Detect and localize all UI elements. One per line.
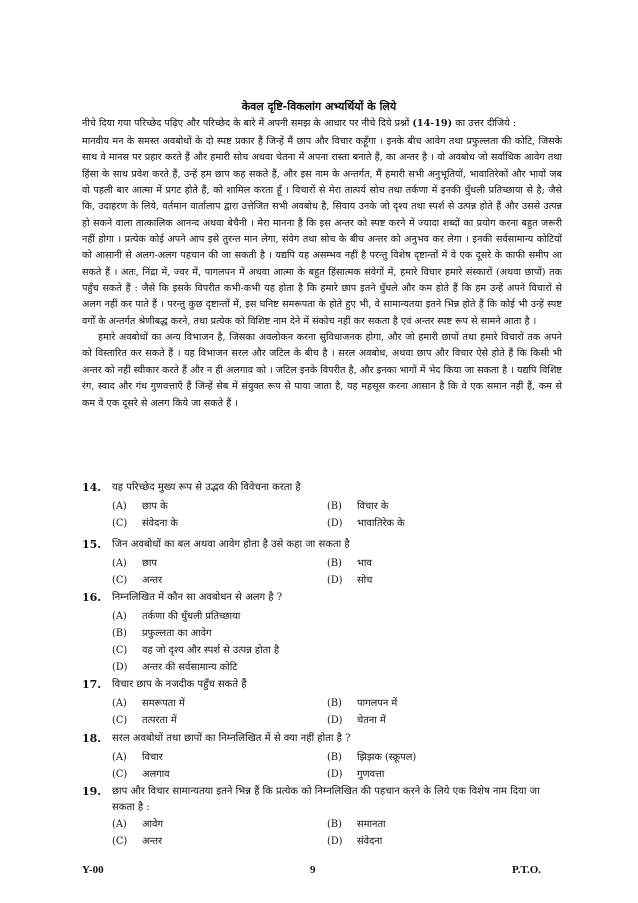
instructions: [82, 117, 562, 131]
option-label: (D): [327, 518, 343, 529]
option-d[interactable]: [327, 767, 384, 783]
q19-option-c[interactable]: [112, 834, 162, 850]
option-label: (C): [112, 715, 128, 726]
question-text: जिन अवबोधों का बल अथवा आवेग होता है उसे कहा जा सकता है: [112, 539, 350, 550]
question-number: 17.: [82, 678, 102, 691]
option-label: (D): [327, 715, 343, 726]
option-label: (D): [327, 836, 343, 847]
option-text: तत्परता में: [142, 715, 177, 726]
option-label: (B): [327, 819, 342, 830]
option-label: (A): [112, 698, 127, 709]
option-b[interactable]: [327, 556, 372, 572]
option-text: समानता: [357, 819, 386, 830]
option-d[interactable]: [327, 713, 386, 729]
option-b[interactable]: [327, 499, 388, 515]
option-text: विचार के: [357, 501, 389, 512]
option-b[interactable]: [327, 750, 416, 766]
q19-option-b[interactable]: [327, 817, 386, 833]
option-label: (C): [112, 645, 128, 656]
option-label: (D): [327, 575, 343, 586]
option-text: अलगाव: [142, 769, 170, 780]
option-label: (A): [112, 558, 127, 569]
option-label: (B): [112, 628, 127, 639]
instruction-suffix: का उत्तर दीजिये :: [455, 118, 516, 129]
option-label: (A): [112, 501, 127, 512]
page-number: 9: [310, 864, 316, 876]
q19-option-a[interactable]: [112, 817, 163, 833]
option-c[interactable]: [112, 516, 178, 532]
option-label: (A): [112, 819, 127, 830]
option-label: (D): [327, 769, 343, 780]
option-text: अन्तर की सर्वसामान्य कोटि: [142, 662, 238, 673]
option-text: अन्तर: [142, 575, 163, 586]
option-label: (C): [112, 769, 128, 780]
option-a[interactable]: [112, 609, 240, 625]
option-c[interactable]: [112, 713, 177, 729]
option-text: चेतना में: [357, 715, 386, 726]
question-number: 14.: [82, 481, 102, 494]
option-text: विचार: [142, 752, 163, 763]
question-number: 19.: [82, 785, 102, 798]
option-text: छाप: [142, 558, 157, 569]
option-label: (B): [327, 558, 342, 569]
option-d[interactable]: [112, 660, 237, 676]
option-c[interactable]: [112, 643, 279, 659]
question-text: निम्नलिखित में कौन सा अवबोधन से अलग है ?: [112, 592, 283, 603]
option-text: संवेदना के: [142, 518, 178, 529]
question-text: विचार छाप के नजदीक पहुँच सकते हैं: [112, 679, 247, 690]
option-d[interactable]: [327, 573, 372, 589]
option-text: प्रफुल्लता का आवेग: [142, 628, 212, 639]
question-number: 16.: [82, 591, 102, 604]
reading-passage: [82, 134, 562, 412]
option-c[interactable]: [112, 767, 170, 783]
option-a[interactable]: [112, 696, 185, 712]
option-a[interactable]: [112, 750, 163, 766]
option-text: पागलपन में: [357, 698, 398, 709]
option-label: (C): [112, 518, 128, 529]
option-label: (B): [327, 752, 342, 763]
option-text: गुणवत्ता: [357, 769, 385, 780]
page-heading: केवल दृष्टि-विकलांग अभ्यर्थियों के लिये: [241, 100, 397, 113]
option-text: छाप के: [142, 501, 168, 512]
passage-paragraph-1: मानवीय मन के समस्त अवबोधों के दो स्पष्ट प्रकार हैं जिन्हें मैं छाप और विचार कहूँगा । इनके बीच आवेग तथा प्रफुल्लता की कोटि, जिसके साथ वे मानस पर प्रहार करते हैं और हमारी सोच अथवा चेतना में अपना रास्ता बनाते हैं, का अन्तर है । वो अवबोध जो सर्वाधिक आवेग तथा हिंसा के साथ प्रवेश करते हैं, उन्हें हम छाप कह सकते हैं, और इस नाम के अन्तर्गत, मैं हमारी सभी अनुभूतियों, भावातिरेकों और भावों जब वो पहली बार आत्मा में प्रगट होते हैं, को शामिल करता हूँ । विचारों से मेरा तात्पर्य सोच तथा तर्कणा में इनकी धुँधली प्रतिच्छाया से है; जैसे कि, उदाहरण के लिये, वर्तमान वार्तालाप द्वारा उत्तेजित सभी अवबोध है, सिवाय उनके जो दृश्य तथा स्पर्श से उत्पन्न होते हैं और उससे उत्पन्न हो सकने वाला तात्कालिक आनन्द अथवा बेचैनी । मेरा मानना है कि इस अन्तर को स्पष्ट करने में ज्यादा शब्दों का प्रयोग करना बहुत जरूरी नहीं होगा । प्रत्येक कोई अपने आप इसे तुरन्त मान लेगा, संवेग तथा सोच के बीच अन्तर को अनुभव कर लेगा । इनकी सर्वसामान्य कोटियों को आसानी से अलग-अलग पहचान की जा सकती है । यद्यपि यह असम्भव नहीं है परन्तु विशेष दृष्टान्तों में वे एक दूसरे के काफी समीप आ सकते हैं । अतः, निंद्रा में, ज्वर में, पागलपन में अथवा आत्मा के बहुत हिंसात्मक संवेगों में, हमारे विचार हमारे संस्कारों (अथवा छापों) तक पहुँच सकते हैं : जैसे कि इसके विपरीत कभी-कभी यह होता है कि हमारे छाप इतने धुँधले और कम होते हैं कि हम उन्हें अपने विचारों से अलग नहीं कर पाते हैं । परन्तु कुछ दृष्टान्तों में, इस घनिष्ट समरूपता के होते हुए भी, वे सामान्यतया इतने भिन्न होते हैं कि कोई भी उन्हें स्पष्ट वर्गों के अन्तर्गत श्रेणीबद्ध करने, तथा प्रत्येक को विशिष्ट नाम देने में संकोच नहीं कर सकता है एवं अन्तर स्पष्ट रूप से सामने आता है ।: [82, 136, 562, 327]
passage-paragraph-2: हमारे अवबोधों का अन्य विभाजन है, जिसका अवलोकन करना सुविधाजनक होगा, और जो हमारी छापों तथा हमारे विचारों तक अपने को विस्तारित कर सकते हैं । यह विभाजन सरल और जटिल के बीच है । सरल अवबोध, अथवा छाप और विचार ऐसे होते हैं कि किसी भी अन्तर को नहीं स्वीकार करते हैं और न ही अलगाव को । जटिल इनके विपरीत है, और इनका भागों में भेद किया जा सकता है । यद्यपि विशिष्ट रंग, स्वाद और गंध गुणवत्ताएँ हैं जिन्हें सेब में संयुक्त रूप से पाया जाता है, यह महसूस करना आसान है कि वे एक समान नहीं हैं, कम से कम वे एक दूसरे से अलग किये जा सकते हैं ।: [82, 332, 562, 409]
q19-option-d[interactable]: [327, 834, 382, 850]
question-text: सरल अवबोधों तथा छापों का निम्नलिखित में से क्या नहीं होता है ?: [112, 733, 351, 744]
option-label: (B): [327, 501, 342, 512]
option-label: (B): [327, 698, 342, 709]
option-text: समरूपता में: [142, 698, 185, 709]
option-text: सोच: [357, 575, 373, 586]
paper-code: Y-00: [82, 864, 104, 876]
option-b[interactable]: [327, 696, 397, 712]
option-text: भाव: [357, 558, 372, 569]
instruction-prefix: नीचे दिया गया परिच्छेद पढ़िए और परिच्छेद के बारे में अपनी समझ के आधार पर नीचे दिये प्रश्नों: [82, 118, 410, 129]
option-c[interactable]: [112, 573, 162, 589]
option-text: संवेदना: [357, 836, 383, 847]
option-text: वह जो दृश्य और स्पर्श से उत्पन्न होता है: [142, 645, 280, 656]
option-d[interactable]: [327, 516, 405, 532]
question-text: छाप और विचार सामान्यतया इतने भिन्न हैं कि प्रत्येक को निम्नलिखित की पहचान करने के लिये एक विशेष नाम दिया जा सकता है :: [112, 786, 540, 813]
question-number: 15.: [82, 538, 102, 551]
option-text: आवेग: [142, 819, 163, 830]
option-label: (C): [112, 575, 128, 586]
option-text: भावातिरेक के: [357, 518, 405, 529]
option-label: (C): [112, 836, 128, 847]
option-b[interactable]: [112, 626, 212, 642]
option-label: (D): [112, 662, 128, 673]
option-text: तर्कणा की धुँधली प्रतिच्छाया: [142, 611, 241, 622]
option-label: (A): [112, 611, 127, 622]
option-text: झिझक (स्क्रूपल): [357, 752, 417, 763]
question-number: 18.: [82, 732, 102, 745]
pto-label: P.T.O.: [512, 864, 542, 876]
question-range: (14-19): [412, 118, 453, 129]
option-text: अन्तर: [142, 836, 163, 847]
option-a[interactable]: [112, 499, 168, 515]
option-label: (A): [112, 752, 127, 763]
question-text: यह परिच्छेद मुख्य रूप से उद्भव की विवेचना करता है: [112, 482, 301, 493]
option-a[interactable]: [112, 556, 157, 572]
